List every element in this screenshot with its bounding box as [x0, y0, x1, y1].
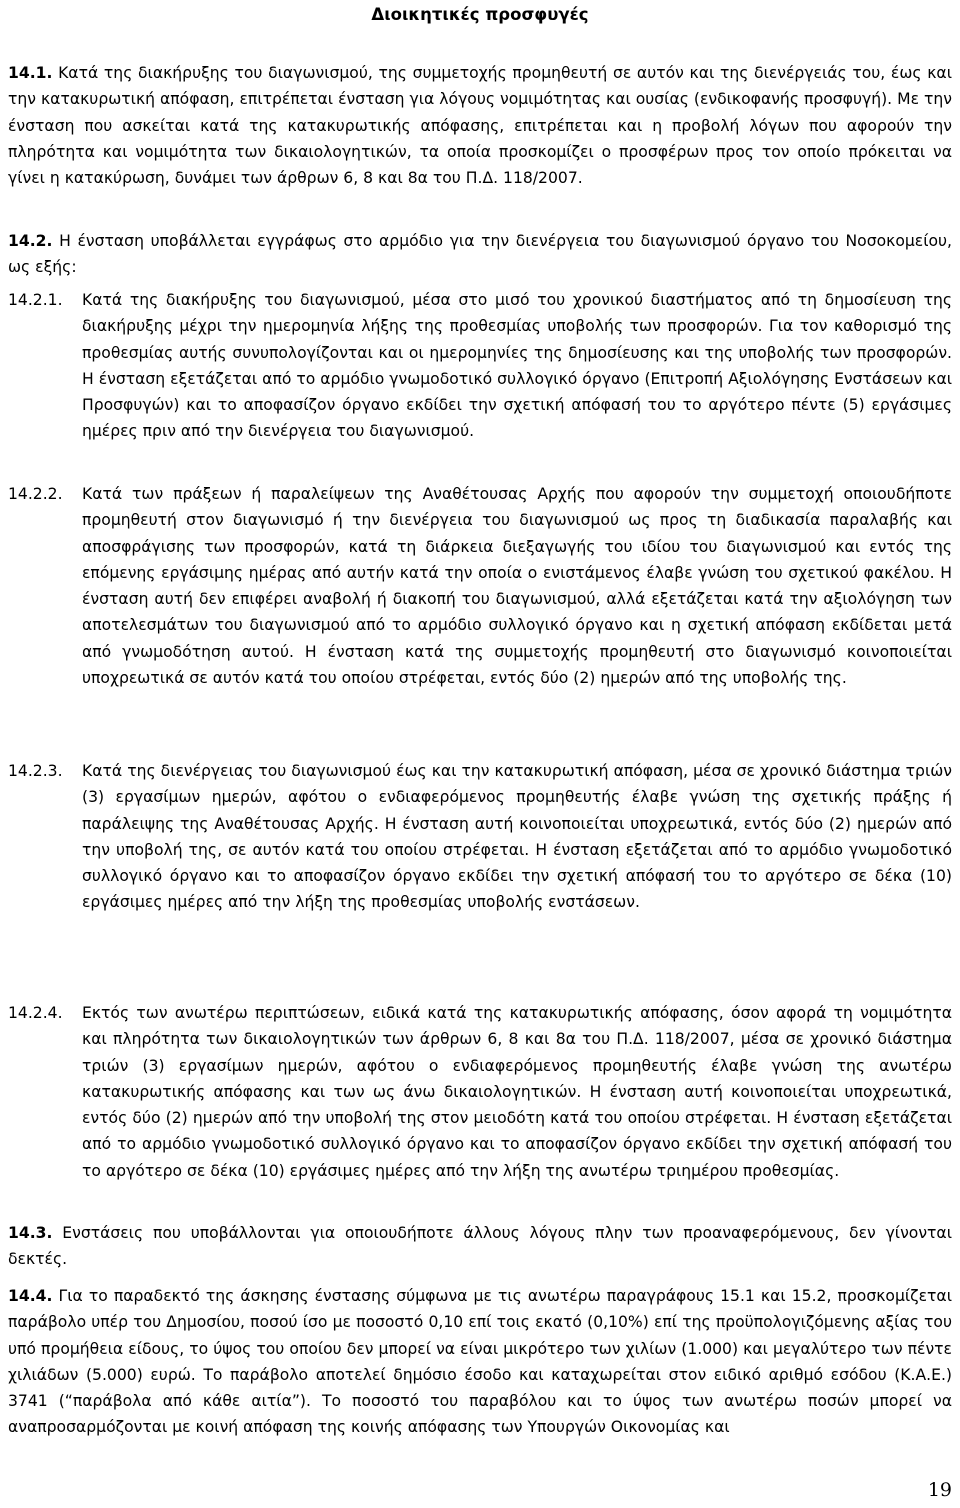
paragraph-14-4 — [8, 1283, 952, 1441]
paragraph-text: Κατά της διακήρυξης του διαγωνισμού, μέσα στο μισό του χρονικού διαστήματος από τη δημοσίευση της διακήρυξης μέχρι την ημερομηνία λήξης της προθεσμίας υποβολής των προσφορών. Για τον καθορισμό της προθεσμίας αυτής συνυπολογίζονται και οι ημερομηνίες της δημοσίευσης και της υποβολής των προσφορών. Η ένσταση εξετάζεται από το αρμόδιο γνωμοδοτικό συλλογικό όργανο (Επιτροπή Αξιολόγησης Ενστάσεων και Προσφυγών) και το αποφασίζον όργανο εκδίδει την σχετική απόφασή του το αργότερο πέντε (5) εργάσιμες ημέρες πριν από την διενέργεια του διαγωνισμού. — [82, 291, 952, 441]
paragraph-number: 14.1. — [8, 64, 53, 82]
paragraph-text: Κατά της διενέργειας του διαγωνισμού έως και την κατακυρωτική απόφαση, μέσα σε χρονικό διάστημα τριών (3) εργασίμων ημερών, αφότου ο ενδιαφερόμενος προμηθευτής έλαβε γνώση της σχετικής πράξης ή παράλειψης της Αναθέτουσας Αρχής. Η ένσταση αυτή κοινοποιείται υποχρεωτικά, εντός δύο (2) ημερών από την υποβολή της, σε αυτόν κατά του οποίου στρέφεται. Η ένσταση εξετάζεται από το αρμόδιο γνωμοδοτικό συλλογικό όργανο και το αποφασίζον όργανο εκδίδει την σχετική απόφασή του το αργότερο σε δέκα (10) εργάσιμες ημέρες από την λήξη της προθεσμίας υποβολής ενστάσεων. — [82, 762, 952, 912]
paragraph-number: 14.2.2. — [8, 485, 63, 503]
paragraph-14-2-3 — [8, 758, 952, 916]
paragraph-14-2 — [8, 228, 952, 281]
paragraph-14-2-2 — [8, 481, 952, 691]
paragraph-text: Κατά της διακήρυξης του διαγωνισμού, της συμμετοχής προμηθευτή σε αυτόν και της διενέργειάς του, έως και την κατακυρωτική απόφαση, επιτρέπεται ένσταση για λόγους νομιμότητας και ουσίας (ενδικοφανής προσφυγή). Με την ένσταση που ασκείται κατά της κατακυρωτικής απόφασης, επιτρέπεται και η προβολή λόγων που αφορούν την πληρότητα και νομιμότητα των δικαιολογητικών, τα οποία προσκομίζει ο προσφέρων προς τον οποίο πρόκειται να γίνει η κατακύρωση, δυνάμει των άρθρων 6, 8 και 8α του Π.Δ. 118/2007. — [8, 64, 952, 188]
paragraph-number: 14.4. — [8, 1287, 53, 1305]
paragraph-14-2-1 — [8, 287, 952, 445]
paragraph-14-3 — [8, 1220, 952, 1273]
section-title: Διοικητικές προσφυγές — [371, 5, 589, 24]
paragraph-text: Ενστάσεις που υποβάλλονται για οποιουδήποτε άλλους λόγους πλην των προαναφερόμενους, δεν γίνονται δεκτές. — [8, 1224, 952, 1269]
paragraph-text: Κατά των πράξεων ή παραλείψεων της Αναθέτουσας Αρχής που αφορούν την συμμετοχή οποιουδήποτε προμηθευτή στον διαγωνισμό ή την διενέργεια του διαγωνισμού ως προς τη διαδικασία παραλαβής και αποσφράγισης των προσφορών, κατά τη διάρκεια διεξαγωγής του ιδίου του διαγωνισμού και εντός της επόμενης εργάσιμης ημέρας από αυτήν κατά την οποία ο ενιστάμενος έλαβε γνώση του σχετικού φακέλου. Η ένσταση αυτή δεν επιφέρει αναβολή ή διακοπή του διαγωνισμού, αλλά εξετάζεται κατά την αξιολόγηση των αποτελεσμάτων του διαγωνισμού από το αρμόδιο συλλογικό όργανο και η σχετική απόφαση εκδίδεται μετά από γνωμοδότηση αυτού. Η ένσταση κατά της συμμετοχής προμηθευτή στο διαγωνισμό κοινοποιείται υποχρεωτικά σε αυτόν κατά του οποίου στρέφεται, εντός δύο (2) ημερών από της υποβολής της. — [82, 485, 952, 688]
paragraph-number: 14.3. — [8, 1224, 53, 1242]
paragraph-number: 14.2.4. — [8, 1004, 63, 1022]
paragraph-text: Εκτός των ανωτέρω περιπτώσεων, ειδικά κατά της κατακυρωτικής απόφασης, όσον αφορά τη νομιμότητα και πληρότητα των δικαιολογητικών των άρθρων 6, 8 και 8α του Π.Δ. 118/2007, μέσα σε χρονικό διάστημα τριών (3) εργασίμων ημερών, αφότου ο ενδιαφερόμενος προμηθευτής έλαβε γνώση της ανωτέρω κατακυρωτικής απόφασης και των ως άνω δικαιολογητικών. Η ένσταση αυτή κοινοποιείται υποχρεωτικά, εντός δύο (2) ημερών από την υποβολή της στον μειοδότη κατά του οποίου στρέφεται. Η ένσταση εξετάζεται από το αρμόδιο γνωμοδοτικό συλλογικό όργανο και το αποφασίζον όργανο εκδίδει την σχετική απόφασή του το αργότερο σε δέκα (10) εργάσιμες ημέρες από την λήξη της ανωτέρω τριημέρου προθεσμίας. — [82, 1004, 952, 1180]
paragraph-text: Η ένσταση υποβάλλεται εγγράφως στο αρμόδιο για την διενέργεια του διαγωνισμού όργανο του Νοσοκομείου, ως εξής: — [8, 232, 953, 277]
paragraph-number: 14.2.1. — [8, 291, 63, 309]
page-number: 19 — [927, 1479, 952, 1501]
paragraph-number: 14.2.3. — [8, 762, 63, 780]
paragraph-14-1 — [8, 60, 952, 191]
paragraph-number: 14.2. — [8, 232, 53, 250]
paragraph-text: Για το παραδεκτό της άσκησης ένστασης σύμφωνα με τις ανωτέρω παραγράφους 15.1 και 15.2, προσκομίζεται παράβολο υπέρ του Δημοσίου, ποσού ίσο με ποσοστό 0,10 επί τοις εκατό (0,10%) επί της προϋπολογιζόμενης αξίας του υπό προμήθεια είδους, το ύψος του οποίου δεν μπορεί να είναι μικρότερο των χιλίων (1.000) και μεγαλύτερο των πέντε χιλιάδων (5.000) ευρώ. Το παράβολο αποτελεί δημόσιο έσοδο και καταχωρείται στον ειδικό αριθμό εσόδου (Κ.Α.Ε.) 3741 (“παράβολα από κάθε αιτία”). Το ποσοστό του παραβόλου και το ύψος των ανωτέρω ποσών μπορεί να αναπροσαρμόζονται με κοινή απόφαση της κοινής απόφασης των Υπουργών Οικονομίας και — [8, 1287, 952, 1437]
paragraph-14-2-4 — [8, 1000, 952, 1184]
